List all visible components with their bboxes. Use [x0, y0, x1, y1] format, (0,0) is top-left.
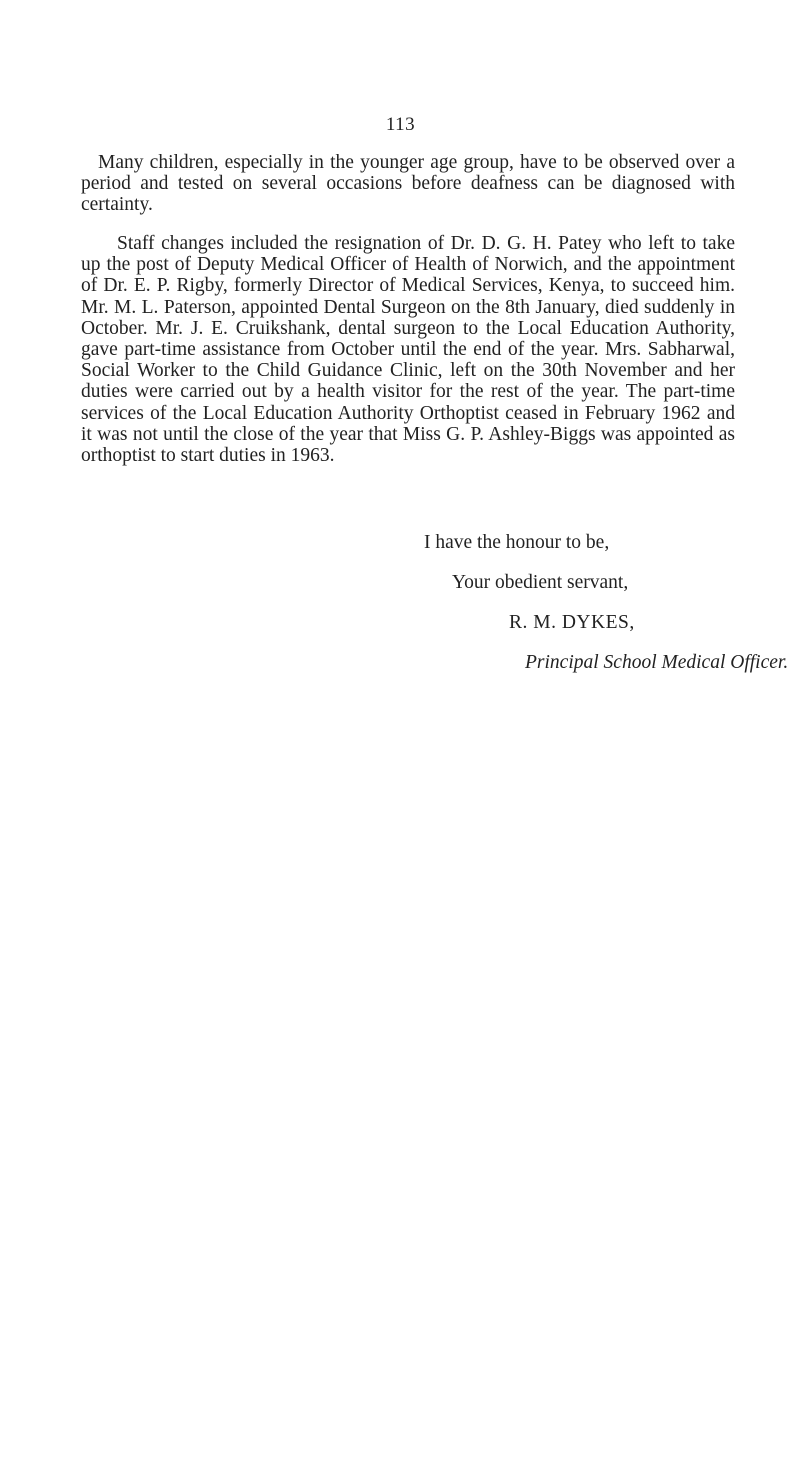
closing-honour-line: I have the honour to be,: [424, 532, 610, 553]
closing-servant-line: Your obedient servant,: [452, 572, 629, 593]
page-number: 113: [385, 114, 416, 135]
signatory-title: Principal School Medical Officer.: [525, 652, 789, 673]
signatory-name: R. M. DYKES,: [509, 612, 635, 633]
paragraph-staff-changes: Staff changes included the resignation of Dr. D. G. H. Patey who left to take up the post of Deputy Medical Officer of Health of Norwich, and the appointment of Dr. E. P. Rigby, formerly Director of Medical Services, Kenya, to succeed him. Mr. M. L. Paterson, appointed Dental Surgeon on the 8th January, died suddenly in October. Mr. J. E. Cruikshank, dental surgeon to the Local Education Authority, gave part-time assistance from October until the end of the year. Mrs. Sabharwal, Social Worker to the Child Guidance Clinic, left on the 30th November and her duties were carried out by a health visitor for the rest of the year. The part-time services of the Local Education Authority Orthoptist ceased in February 1962 and it was not until the close of the year that Miss G. P. Ashley-Biggs was appointed as orthoptist to start duties in 1963.: [81, 233, 735, 467]
paragraph-deafness-diagnosis: Many children, especially in the younger age group, have to be observed over a period and tested on several occasions before deafness can be diagnosed with certainty.: [81, 152, 735, 216]
